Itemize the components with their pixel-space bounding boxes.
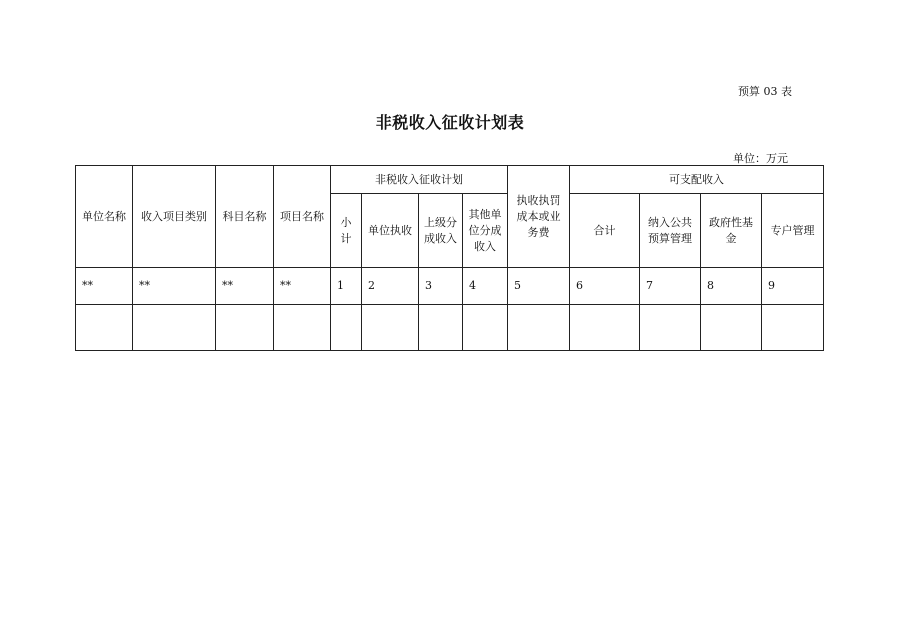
data-cell xyxy=(76,305,133,351)
header-unit-name: 单位名称 xyxy=(76,166,133,268)
header-disposable-group: 可支配收入 xyxy=(570,166,824,194)
header-public-budget xyxy=(640,194,701,268)
form-number: 预算 03 表 xyxy=(738,85,792,98)
data-cell xyxy=(640,305,701,351)
code-cell: 1 xyxy=(331,268,362,305)
code-cell: 8 xyxy=(701,268,762,305)
code-cell: 2 xyxy=(362,268,419,305)
data-cell xyxy=(419,305,463,351)
code-cell: ** xyxy=(133,268,216,305)
header-other-share xyxy=(463,194,508,268)
code-cell: ** xyxy=(274,268,331,305)
data-cell xyxy=(216,305,274,351)
data-cell xyxy=(570,305,640,351)
header-project-name: 项目名称 xyxy=(274,166,331,268)
code-row xyxy=(76,268,824,305)
unit-label: 单位：万元 xyxy=(733,152,788,165)
data-cell xyxy=(331,305,362,351)
data-cell xyxy=(133,305,216,351)
header-superior-share xyxy=(419,194,463,268)
header-plan-group: 非税收入征收计划 xyxy=(331,166,508,194)
code-cell: 9 xyxy=(762,268,824,305)
page-title: 非税收入征收计划表 xyxy=(375,113,525,132)
data-cell xyxy=(463,305,508,351)
data-cell xyxy=(701,305,762,351)
code-cell: 4 xyxy=(463,268,508,305)
code-cell: 7 xyxy=(640,268,701,305)
data-cell xyxy=(508,305,570,351)
header-unit-collect: 单位执收 xyxy=(362,194,419,268)
code-cell: 3 xyxy=(419,268,463,305)
plan-table xyxy=(75,165,824,351)
header-enforce-cost xyxy=(508,166,570,268)
data-cell xyxy=(274,305,331,351)
header-subject-name: 科目名称 xyxy=(216,166,274,268)
header-public-budget-text: 纳入公共预算管理 xyxy=(648,215,692,245)
header-enforce-cost-text: 执收执罚成本或业务费 xyxy=(516,193,561,239)
header-special-account: 专户管理 xyxy=(762,194,824,268)
header-subtotal-text: 小计 xyxy=(340,215,352,245)
header-superior-share-text: 上级分成收入 xyxy=(424,215,457,245)
header-total: 合计 xyxy=(570,194,640,268)
data-cell xyxy=(362,305,419,351)
code-cell: 5 xyxy=(508,268,570,305)
header-gov-fund xyxy=(701,194,762,268)
code-cell: ** xyxy=(216,268,274,305)
data-cell xyxy=(762,305,824,351)
code-cell: 6 xyxy=(570,268,640,305)
header-other-share-text: 其他单位分成收入 xyxy=(468,207,502,253)
header-gov-fund-text: 政府性基金 xyxy=(709,215,753,245)
data-row xyxy=(76,305,824,351)
header-income-category: 收入项目类别 xyxy=(133,166,216,268)
header-subtotal xyxy=(331,194,362,268)
code-cell: ** xyxy=(76,268,133,305)
